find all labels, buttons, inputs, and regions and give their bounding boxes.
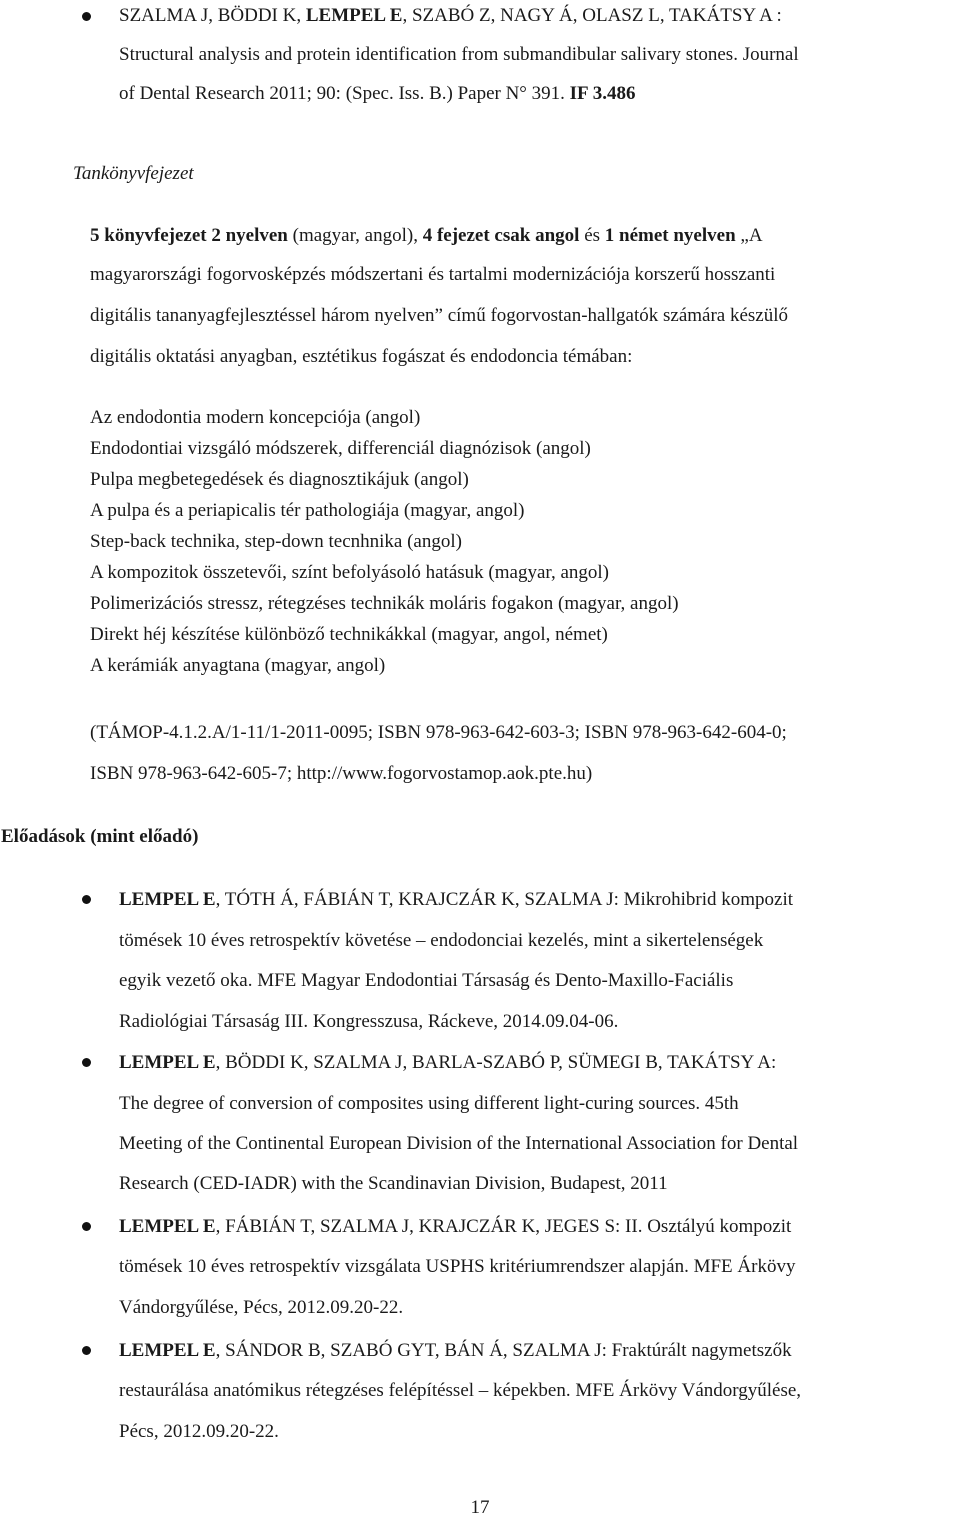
lecture-line bbox=[119, 1214, 791, 1240]
lecture-line: Research (CED-IADR) with the Scandinavian Division, Budapest, 2011 bbox=[119, 1173, 668, 1194]
intro-bold-1: 5 könyvfejezet 2 nyelven bbox=[90, 225, 288, 246]
bullet-icon bbox=[82, 12, 91, 21]
impact-factor: IF 3.486 bbox=[569, 83, 636, 104]
isbn-reference-line-2: ISBN 978-963-642-605-7; http://www.fogorvostamop.aok.pte.hu) bbox=[90, 763, 593, 784]
author-list-rest: , TÓTH Á, FÁBIÁN T, KRAJCZÁR K, SZALMA J: Mikrohibrid kompozit bbox=[215, 889, 794, 910]
lecture-line: tömések 10 éves retrospektív vizsgálata USPHS kritériumrendszer alapján. MFE Árkövy bbox=[119, 1256, 796, 1277]
intro-bold-2: 4 fejezet csak angol bbox=[422, 225, 580, 246]
lecture-line bbox=[119, 1050, 776, 1076]
lecture-line: The degree of conversion of composites using different light-curing sources. 45th bbox=[119, 1093, 739, 1114]
textbook-intro-line-3: digitális tananyagfejlesztéssel három nyelven” című fogorvostan-hallgatók számára készülő bbox=[90, 305, 789, 326]
lecture-line bbox=[119, 1338, 792, 1364]
publication-line-3 bbox=[119, 81, 635, 107]
lecture-line: restaurálása anatómikus rétegzéses felépítéssel – képekben. MFE Árkövy Vándorgyűlése, bbox=[119, 1380, 802, 1401]
section-heading-lectures: Előadások (mint előadó) bbox=[1, 826, 199, 847]
intro-text-2: és bbox=[579, 225, 605, 246]
textbook-intro-line-2: magyarországi fogorvosképzés módszertani és tartalmi modernizációja korszerű hosszanti bbox=[90, 264, 776, 285]
bullet-icon bbox=[82, 1058, 91, 1067]
section-heading-textbook: Tankönyvfejezet bbox=[73, 163, 194, 184]
author-list-rest: , SZABÓ Z, NAGY Á, OLASZ L, TAKÁTSY A : bbox=[402, 5, 782, 26]
lecture-line: Vándorgyűlése, Pécs, 2012.09.20-22. bbox=[119, 1297, 404, 1318]
chapter-item: A kompozitok összetevői, színt befolyásoló hatásuk (magyar, angol) bbox=[90, 562, 609, 583]
bullet-icon bbox=[82, 1346, 91, 1355]
chapter-item: Pulpa megbetegedések és diagnosztikájuk (angol) bbox=[90, 469, 469, 490]
author-list-rest: , FÁBIÁN T, SZALMA J, KRAJCZÁR K, JEGES S: II. Osztályú kompozit bbox=[215, 1216, 792, 1237]
intro-text-1: (magyar, angol), bbox=[287, 225, 423, 246]
chapter-item: Az endodontia modern koncepciója (angol) bbox=[90, 407, 421, 428]
textbook-intro-line-4: digitális oktatási anyagban, esztétikus fogászat és endodoncia témában: bbox=[90, 346, 633, 367]
bullet-icon bbox=[82, 895, 91, 904]
publication-line-1 bbox=[119, 3, 782, 29]
chapter-item: A pulpa és a periapicalis tér pathologiája (magyar, angol) bbox=[90, 500, 525, 521]
chapter-item: Direkt héj készítése különböző technikákkal (magyar, angol, német) bbox=[90, 624, 608, 645]
textbook-intro-line-1 bbox=[90, 223, 763, 249]
chapter-item: Step-back technika, step-down tecnhnika (angol) bbox=[90, 531, 462, 552]
lecture-line: tömések 10 éves retrospektív követése – endodonciai kezelés, mint a sikertelenségek bbox=[119, 930, 764, 951]
author-list-rest: , BÖDDI K, SZALMA J, BARLA-SZABÓ P, SÜMEGI B, TAKÁTSY A: bbox=[215, 1052, 777, 1073]
lecture-line bbox=[119, 887, 793, 913]
chapter-item: A kerámiák anyagtana (magyar, angol) bbox=[90, 655, 386, 676]
intro-text-3: „A bbox=[735, 225, 763, 246]
bullet-icon bbox=[82, 1222, 91, 1231]
author-highlight: LEMPEL E bbox=[119, 889, 216, 910]
publication-line-2: Structural analysis and protein identification from submandibular salivary stones. Journal bbox=[119, 44, 799, 65]
lecture-line: egyik vezető oka. MFE Magyar Endodontiai Társaság és Dento-Maxillo-Faciális bbox=[119, 970, 734, 991]
lecture-line: Meeting of the Continental European Division of the International Association for Dental bbox=[119, 1133, 799, 1154]
intro-bold-3: 1 német nyelven bbox=[604, 225, 736, 246]
author-list-rest: , SÁNDOR B, SZABÓ GYT, BÁN Á, SZALMA J: Fraktúrált nagymetszők bbox=[215, 1340, 792, 1361]
lecture-line: Radiológiai Társaság III. Kongresszusa, Ráckeve, 2014.09.04-06. bbox=[119, 1011, 619, 1032]
lecture-line: Pécs, 2012.09.20-22. bbox=[119, 1421, 279, 1442]
author-highlight: LEMPEL E bbox=[119, 1052, 216, 1073]
page-number: 17 bbox=[470, 1497, 490, 1518]
chapter-item: Polimerizációs stressz, rétegzéses technikák moláris fogakon (magyar, angol) bbox=[90, 593, 679, 614]
author-highlight: LEMPEL E bbox=[119, 1340, 216, 1361]
author-highlight: LEMPEL E bbox=[119, 1216, 216, 1237]
journal-reference: of Dental Research 2011; 90: (Spec. Iss. B.) Paper N° 391. bbox=[119, 83, 570, 104]
chapter-item: Endodontiai vizsgáló módszerek, differenciál diagnózisok (angol) bbox=[90, 438, 591, 459]
author-list: SZALMA J, BÖDDI K, bbox=[119, 5, 306, 26]
isbn-reference-line-1: (TÁMOP-4.1.2.A/1-11/1-2011-0095; ISBN 978-963-642-603-3; ISBN 978-963-642-604-0; bbox=[90, 722, 787, 743]
author-highlight: LEMPEL E bbox=[305, 5, 403, 26]
